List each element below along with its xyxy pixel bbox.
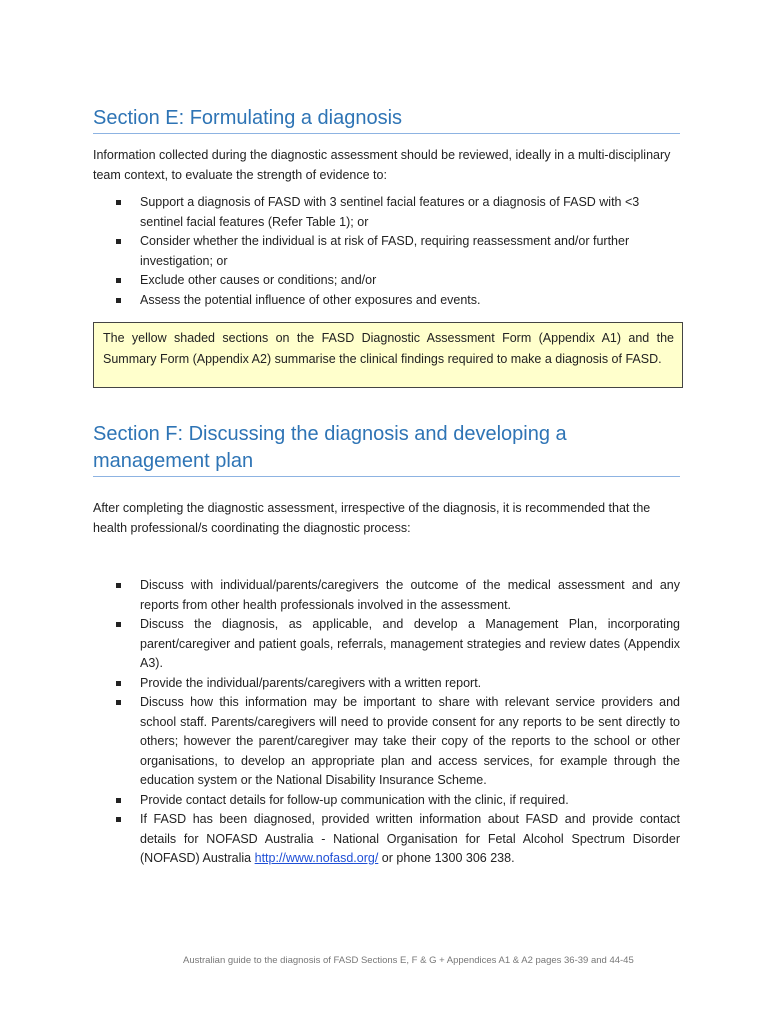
section-f-bullet-list — [93, 576, 680, 869]
bullet-square-icon — [116, 817, 121, 822]
bullet-square-icon — [116, 200, 121, 205]
section-e-bullet-list — [93, 193, 680, 310]
nofasd-link[interactable]: http://www.nofasd.org/ — [254, 851, 379, 865]
list-item: Provide the individual/parents/caregivers with a written report. — [93, 674, 680, 694]
yellow-note-box: The yellow shaded sections on the FASD Diagnostic Assessment Form (Appendix A1) and the Summary Form (Appendix A2) summarise the clinical findings required to make a diagnosis of FASD. — [93, 322, 683, 388]
bullet-square-icon — [116, 239, 121, 244]
bullet-square-icon — [116, 298, 121, 303]
list-item: Discuss with individual/parents/caregivers the outcome of the medical assessment and any reports from other health professionals involved in the assessment. — [93, 576, 680, 615]
bullet-square-icon — [116, 798, 121, 803]
bullet-square-icon — [116, 622, 121, 627]
section-f-intro: After completing the diagnostic assessment, irrespective of the diagnosis, it is recommended that the health professional/s coordinating the diagnostic process: — [93, 501, 651, 535]
bullet-square-icon — [116, 583, 121, 588]
list-item: Assess the potential influence of other exposures and events. — [93, 291, 680, 311]
nofasd-bullet-text: If FASD has been diagnosed, provided written information about FASD and provide contact details for NOFASD Australia - National Organisation for Fetal Alcohol Spectrum Disorder (NOFASD) Australia http://www.nofasd.org/ or phone 1300 306 238. — [140, 812, 680, 865]
list-item: Discuss how this information may be important to share with relevant service providers and school staff. Parents/caregivers will need to provide consent for any reports to be sent directly to others; however the parent/caregiver may take their copy of the reports to the school or other organisations, to develop an appropriate plan and access services, for example through the education system or the National Disability Insurance Scheme. — [93, 693, 680, 791]
list-item: Provide contact details for follow-up communication with the clinic, if required. — [93, 791, 680, 811]
list-item: Consider whether the individual is at risk of FASD, requiring reassessment and/or further investigation; or — [93, 232, 680, 271]
section-f-heading: Section F: Discussing the diagnosis and developing a management plan — [93, 421, 680, 477]
bullet-square-icon — [116, 700, 121, 705]
list-item: Discuss the diagnosis, as applicable, and develop a Management Plan, incorporating parent/caregiver and patient goals, referrals, management strategies and review dates (Appendix A3). — [93, 615, 680, 674]
list-item — [93, 810, 680, 869]
section-e-heading: Section E: Formulating a diagnosis — [93, 105, 680, 134]
section-e-intro: Information collected during the diagnostic assessment should be reviewed, ideally in a multi-disciplinary team context, to evaluate the strength of evidence to: — [93, 148, 671, 182]
list-item: Exclude other causes or conditions; and/or — [93, 271, 680, 291]
bullet-square-icon — [116, 681, 121, 686]
page-footer: Australian guide to the diagnosis of FASD Sections E, F & G + Appendices A1 & A2 pages 36-39 and 44-45 — [183, 955, 634, 966]
list-item: Support a diagnosis of FASD with 3 sentinel facial features or a diagnosis of FASD with <3 sentinel facial features (Refer Table 1); or — [93, 193, 680, 232]
bullet-square-icon — [116, 278, 121, 283]
